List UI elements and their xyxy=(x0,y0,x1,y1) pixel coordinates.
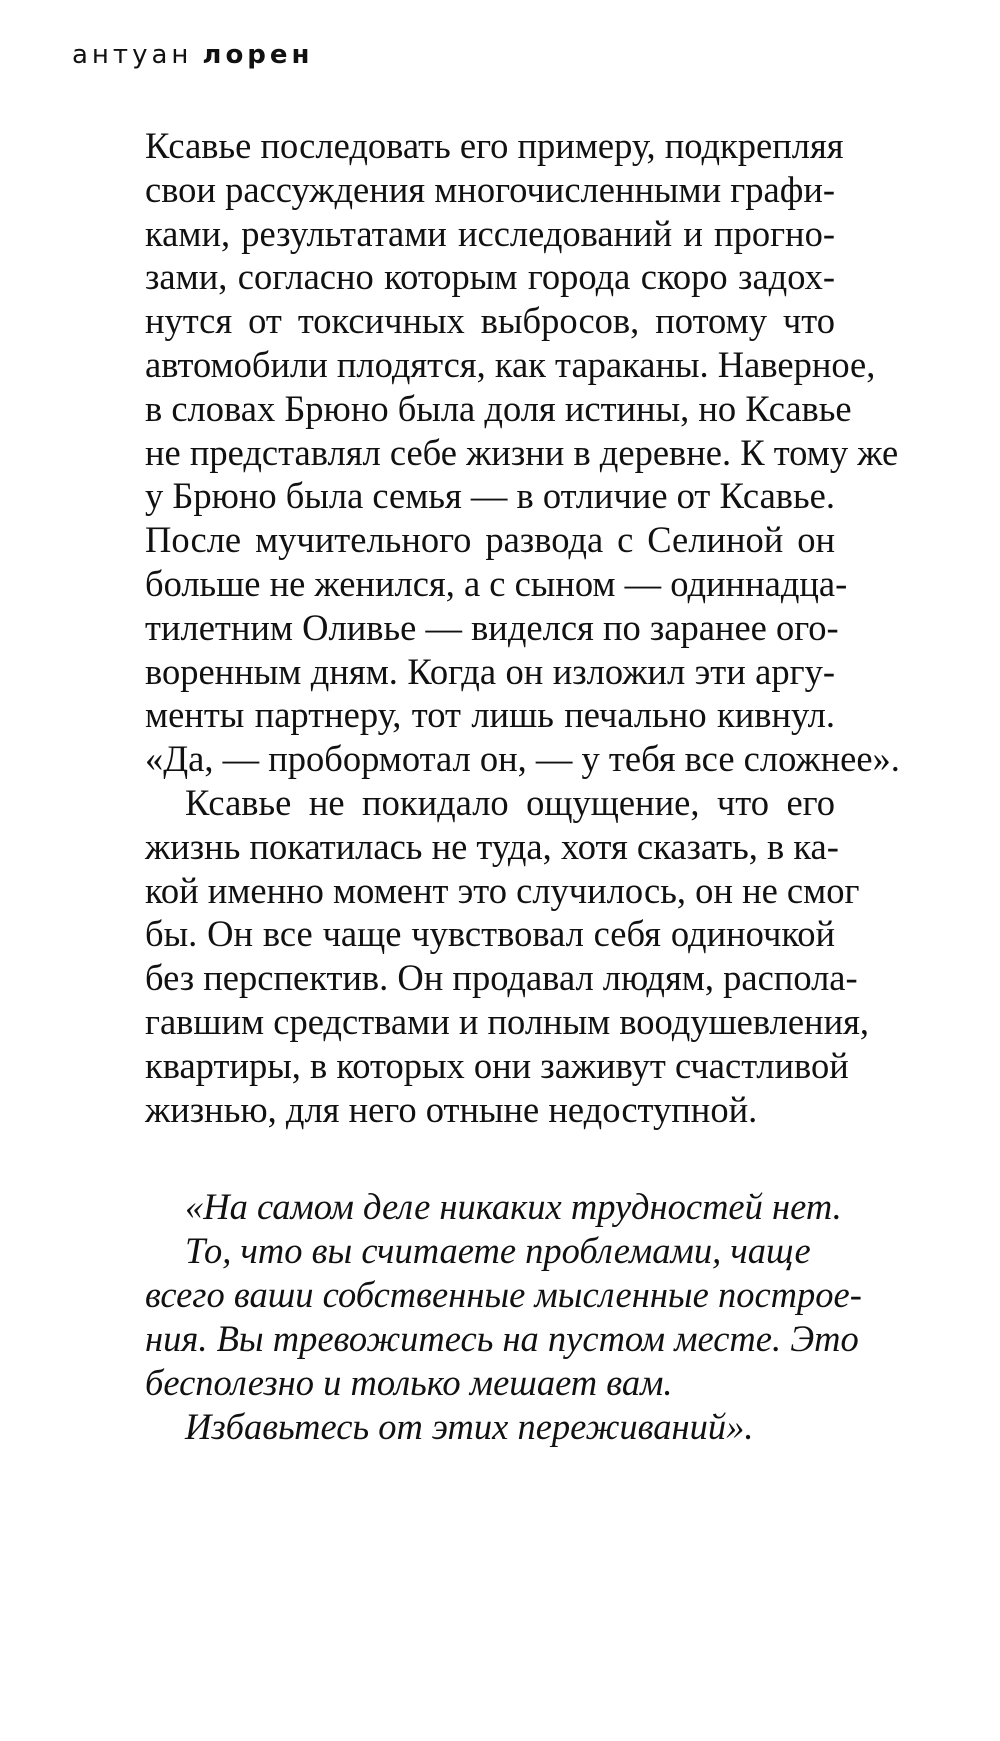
paragraph-2 xyxy=(145,781,870,1131)
author-first-name: антуан xyxy=(72,40,193,70)
text-line: не представлял себе жизни в деревне. К тому же xyxy=(145,431,899,473)
quote-line: То, что вы считаете проблемами, чаще xyxy=(185,1230,811,1271)
italic-quote xyxy=(145,1185,862,1449)
body-text xyxy=(145,124,900,1131)
quote-line: «На самом деле никаких трудностей нет. xyxy=(185,1186,842,1227)
text-line: жизнь покатилась не туда, хотя сказать, в ка- xyxy=(145,825,839,867)
text-line: квартиры, в которых они заживут счастливой xyxy=(145,1044,849,1086)
text-line: без перспектив. Он продавал людям, распола- xyxy=(145,957,858,999)
author-last-name: лорен xyxy=(202,40,314,70)
text-line: зами, согласно которым города скоро задох- xyxy=(145,256,835,298)
text-line: менты партнеру, тот лишь печально кивнул. xyxy=(145,694,835,736)
quote-line: ния. Вы тревожитесь на пустом месте. Это xyxy=(145,1318,859,1359)
text-line: у Брюно была семья — в отличие от Ксавье. xyxy=(145,475,835,517)
text-line: ками, результатами исследований и прогно- xyxy=(145,212,835,254)
text-line: «Да, — пробормотал он, — у тебя все сложнее». xyxy=(145,738,900,780)
text-line: нутся от токсичных выбросов, потому что xyxy=(145,300,835,342)
text-line: автомобили плодятся, как тараканы. Наверное, xyxy=(145,343,876,385)
text-line: кой именно момент это случилось, он не смог xyxy=(145,869,860,911)
text-line: воренным дням. Когда он изложил эти аргу- xyxy=(145,650,835,692)
quote-line: бесполезно и только мешает вам. xyxy=(145,1362,673,1403)
text-line: больше не женился, а с сыном — одиннадца- xyxy=(145,562,848,604)
quote-line: всего ваши собственные мысленные построе- xyxy=(145,1274,862,1315)
paragraph-1 xyxy=(145,124,900,781)
text-line: гавшим средствами и полным воодушевления, xyxy=(145,1000,870,1042)
text-line: После мучительного развода с Селиной он xyxy=(145,519,835,561)
text-line: тилетним Оливье — виделся по заранее ого- xyxy=(145,606,839,648)
quote-line: Избавьтесь от этих переживаний». xyxy=(185,1406,754,1447)
text-line: бы. Он все чаще чувствовал себя одиночкой xyxy=(145,913,835,955)
running-head xyxy=(72,40,314,70)
text-line: в словах Брюно была доля истины, но Ксавье xyxy=(145,387,852,429)
text-line: жизнью, для него отныне недоступной. xyxy=(145,1088,758,1130)
text-line: свои рассуждения многочисленными графи- xyxy=(145,168,836,210)
text-line: Ксавье не покидало ощущение, что его xyxy=(185,781,835,823)
text-line: Ксавье последовать его примеру, подкрепляя xyxy=(145,125,844,166)
